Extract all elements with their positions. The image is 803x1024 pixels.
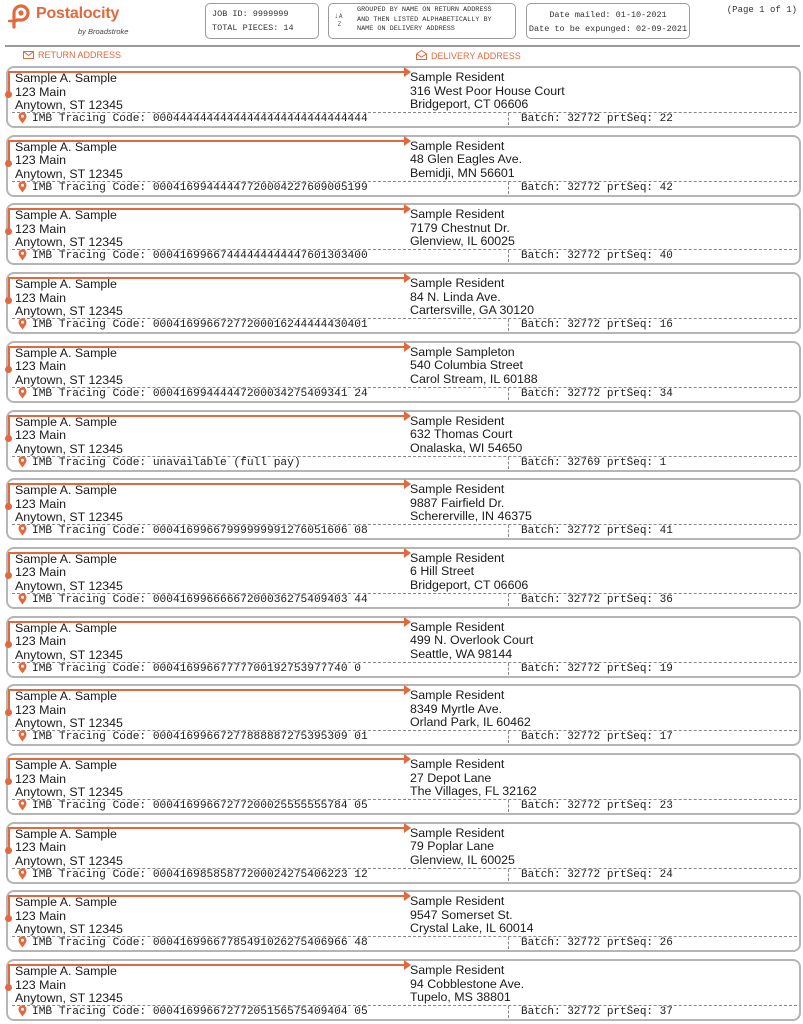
return-name: Sample A. Sample [15,483,117,498]
report-header [0,0,803,45]
delivery-address [410,140,522,181]
return-address [15,759,123,800]
delivery-address [410,346,538,387]
delivery-address [410,208,515,249]
return-address [15,965,123,1006]
imb-tracing-code: IMB Tracing Code: 00041699667277205156575409404 05 [32,1006,368,1019]
delivery-city: Bridgeport, CT 06606 [410,97,529,111]
delivery-city: Bridgeport, CT 06606 [410,577,529,592]
mail-piece-card [6,684,801,746]
batch-info: Batch: 32772 prtSeq: 37 [521,1006,673,1019]
return-name: Sample A. Sample [15,551,117,566]
batch-divider [508,388,509,400]
batch-divider [508,731,509,743]
return-name: Sample A. Sample [15,689,117,704]
imb-tracing-code: IMB Tracing Code: unavailable (full pay) [32,456,301,469]
grouping-line-3: NAME ON DELIVERY ADDRESS [357,25,455,33]
location-pin-icon [18,1005,27,1017]
delivery-city: Glenview, IL 60025 [410,852,515,867]
delivery-street: 540 Columbia Street [410,358,523,373]
delivery-street: 48 Glen Eagles Ave. [410,152,523,167]
route-dot-icon [5,709,12,716]
batch-divider [508,937,509,949]
return-name: Sample A. Sample [15,895,117,910]
delivery-street: 84 N. Linda Ave. [410,289,501,304]
mail-piece-row [6,959,801,1021]
location-pin-icon [18,593,27,605]
route-dot-icon [5,366,12,373]
envelope-icon [23,51,34,59]
mail-piece-row [6,822,801,884]
return-city: Anytown, ST 12345 [15,647,123,662]
mail-piece-card [6,822,801,884]
grouping-line-2: AND THEN LISTED ALPHABETICALLY BY [357,15,492,24]
return-address [15,484,123,525]
route-dot-icon [5,91,12,98]
location-pin-icon [18,318,27,330]
return-address [15,896,123,937]
route-dot-icon [5,297,12,304]
route-dot-icon [5,984,12,991]
mail-piece-row [6,616,801,678]
return-name: Sample A. Sample [15,414,117,429]
batch-info: Batch: 32772 prtSeq: 23 [521,800,673,812]
imb-tracing-code: IMB Tracing Code: 00041699667785491026275406966 48 [32,937,368,950]
delivery-address [410,415,522,456]
mail-piece-row [6,410,801,472]
delivery-name: Sample Resident [410,619,505,634]
delivery-address [410,758,537,799]
route-dot-icon [5,228,12,235]
return-city: Anytown, ST 12345 [15,510,123,525]
mail-piece-card [6,890,801,952]
logo-name: Postalocity [36,5,120,22]
delivery-street: 8349 Myrtle Ave. [410,701,503,716]
sort-az-icon: ↓A Z [334,12,343,28]
return-name: Sample A. Sample [15,345,117,360]
return-street: 123 Main [15,221,66,236]
imb-tracing-code: IMB Tracing Code: 00041698585877200024275406223 12 [32,868,368,881]
mail-piece-card [6,203,801,265]
return-city: Anytown, ST 12345 [15,578,123,593]
batch-info: Batch: 32772 prtSeq: 42 [521,181,673,194]
return-city: Anytown, ST 12345 [15,785,123,799]
dates-box [526,3,690,39]
mail-piece-row [6,890,801,952]
batch-divider [508,800,509,812]
batch-info: Batch: 32772 prtSeq: 16 [521,319,673,332]
logo-byline: by Broadstroke [78,27,129,36]
return-street: 123 Main [15,702,66,717]
delivery-street: 6 Hill Street [410,564,475,579]
mail-piece-card [6,135,801,197]
delivery-name: Sample Resident [410,70,505,84]
route-dot-icon [5,160,12,167]
delivery-city: Orland Park, IL 60462 [410,715,531,730]
location-pin-icon [18,112,27,124]
return-address-heading [23,50,121,60]
mail-piece-card [6,547,801,609]
delivery-city: Bemidji, MN 56601 [410,165,515,180]
delivery-street: 27 Depot Lane [410,770,492,785]
date-expunged: Date to be expunged: 02-09-2021 [528,24,688,34]
mail-piece-row [6,203,801,265]
return-name: Sample A. Sample [15,758,117,772]
mail-piece-row [6,66,801,128]
delivery-street: 632 Thomas Court [410,427,513,441]
imb-tracing-code: IMB Tracing Code: 00041699666667200036275409403 44 [32,593,368,606]
delivery-city: Schererville, IN 46375 [410,509,532,524]
delivery-address [410,552,528,593]
batch-divider [508,1006,509,1018]
job-info-box [205,3,319,39]
mail-piece-card [6,478,801,540]
mail-piece-card [6,66,801,128]
return-street: 123 Main [15,359,66,374]
delivery-street: 9547 Somerset St. [410,907,513,922]
imb-tracing-code: IMB Tracing Code: 00041699667277200025555555784 05 [32,800,368,812]
delivery-name: Sample Resident [410,482,505,497]
return-street: 123 Main [15,840,66,855]
batch-info: Batch: 32772 prtSeq: 34 [521,387,673,400]
delivery-name: Sample Resident [410,276,505,291]
date-mailed: Date mailed: 01-10-2021 [549,10,667,20]
route-dot-icon [5,847,12,854]
delivery-address-label: DELIVERY ADDRESS [431,51,521,61]
delivery-name: Sample Resident [410,825,505,840]
delivery-street: 7179 Chestnut Dr. [410,220,510,235]
delivery-city: Crystal Lake, IL 60014 [410,921,534,936]
route-dot-icon [5,435,12,442]
return-address [15,141,123,182]
return-street: 123 Main [15,565,66,580]
batch-divider [508,113,509,125]
location-pin-icon [18,936,27,948]
mail-piece-card [6,616,801,678]
delivery-name: Sample Resident [410,757,505,771]
location-pin-icon [18,524,27,536]
grouping-info-box [328,3,516,39]
route-dot-icon [5,572,12,579]
return-city: Anytown, ST 12345 [15,166,123,181]
delivery-name: Sample Sampleton [410,344,515,359]
route-dot-icon [5,778,12,785]
return-city: Anytown, ST 12345 [15,853,123,868]
delivery-address [410,895,534,936]
delivery-address-heading [416,50,521,61]
batch-divider [508,457,509,469]
return-city: Anytown, ST 12345 [15,991,123,1006]
imb-tracing-code: IMB Tracing Code: 00041699444447720004227609005199 [32,181,368,194]
return-address [15,278,123,319]
return-name: Sample A. Sample [15,964,117,979]
delivery-name: Sample Resident [410,413,505,428]
location-pin-icon [18,456,27,468]
mail-piece-card [6,410,801,472]
delivery-city: The Villages, FL 32162 [410,784,537,798]
mail-piece-row [6,135,801,197]
imb-tracing-code: IMB Tracing Code: 00041699667777700192753977740 0 [32,662,361,675]
return-name: Sample A. Sample [15,139,117,154]
batch-divider [508,182,509,194]
batch-info: Batch: 32772 prtSeq: 26 [521,937,673,950]
imb-tracing-code: IMB Tracing Code: 00041699667444444444447601303400 [32,250,368,263]
postalocity-logo [8,2,144,42]
return-city: Anytown, ST 12345 [15,441,123,456]
delivery-street: 94 Cobblestone Ave. [410,976,525,991]
mail-piece-card [6,753,801,815]
delivery-city: Tupelo, MS 38801 [410,990,511,1005]
delivery-address [410,483,532,524]
mail-piece-card [6,272,801,334]
imb-tracing-code: IMB Tracing Code: 00044444444444444444444444444444 [32,113,368,125]
batch-info: Batch: 32769 prtSeq: 1 [521,456,667,469]
delivery-address [410,827,515,868]
return-city: Anytown, ST 12345 [15,98,123,112]
batch-info: Batch: 32772 prtSeq: 17 [521,731,673,744]
return-city: Anytown, ST 12345 [15,235,123,250]
mail-piece-row [6,341,801,403]
return-street: 123 Main [15,84,66,99]
delivery-name: Sample Resident [410,207,505,222]
location-pin-icon [18,662,27,674]
delivery-name: Sample Resident [410,138,505,153]
batch-divider [508,319,509,331]
batch-info: Batch: 32772 prtSeq: 36 [521,593,673,606]
mail-piece-card [6,341,801,403]
return-name: Sample A. Sample [15,826,117,841]
mail-piece-row [6,547,801,609]
return-street: 123 Main [15,496,66,511]
return-name: Sample A. Sample [15,71,117,85]
batch-divider [508,663,509,675]
mail-piece-card [6,959,801,1021]
batch-info: Batch: 32772 prtSeq: 41 [521,525,673,538]
batch-info: Batch: 32772 prtSeq: 19 [521,662,673,675]
total-pieces: TOTAL PIECES: 14 [212,23,294,33]
imb-tracing-code: IMB Tracing Code: 00041699667277888887275395309 01 [32,731,368,744]
return-address-label: RETURN ADDRESS [38,50,122,60]
delivery-name: Sample Resident [410,688,505,703]
location-pin-icon [18,868,27,880]
delivery-name: Sample Resident [410,963,505,978]
return-address [15,690,123,731]
return-street: 123 Main [15,771,66,786]
delivery-name: Sample Resident [410,894,505,909]
return-address [15,209,123,250]
delivery-street: 499 N. Overlook Court [410,633,534,648]
page-number: (Page 1 of 1) [726,5,797,15]
delivery-address [410,621,533,662]
location-pin-icon [18,181,27,193]
delivery-street: 9887 Fairfield Dr. [410,495,505,510]
delivery-name: Sample Resident [410,550,505,565]
location-pin-icon [18,799,27,811]
return-name: Sample A. Sample [15,620,117,635]
header-divider [5,45,800,47]
imb-tracing-code: IMB Tracing Code: 00041699667999999991276051606 08 [32,525,368,538]
batch-divider [508,869,509,881]
delivery-address [410,689,531,730]
return-street: 123 Main [15,153,66,168]
return-address [15,416,123,457]
location-pin-icon [18,249,27,261]
route-dot-icon [5,915,12,922]
delivery-city: Carol Stream, IL 60188 [410,371,538,386]
return-street: 123 Main [15,634,66,649]
return-address [15,553,123,594]
return-city: Anytown, ST 12345 [15,372,123,387]
mail-piece-row [6,272,801,334]
return-address [15,347,123,388]
return-city: Anytown, ST 12345 [15,304,123,319]
delivery-street: 79 Poplar Lane [410,839,495,854]
delivery-city: Cartersville, GA 30120 [410,303,534,318]
batch-divider [508,250,509,262]
return-address [15,72,123,113]
imb-tracing-code: IMB Tracing Code: 00041699667277200016244444430401 [32,319,368,332]
delivery-city: Glenview, IL 60025 [410,234,515,249]
return-city: Anytown, ST 12345 [15,922,123,937]
mail-piece-row [6,478,801,540]
delivery-city: Seattle, WA 98144 [410,646,513,661]
delivery-address [410,964,524,1005]
batch-divider [508,594,509,606]
return-address [15,828,123,869]
return-city: Anytown, ST 12345 [15,716,123,731]
batch-info: Batch: 32772 prtSeq: 40 [521,250,673,263]
delivery-address [410,277,534,318]
return-address [15,622,123,663]
imb-tracing-code: IMB Tracing Code: 00041699444447200034275409341 24 [32,387,368,400]
batch-info: Batch: 32772 prtSeq: 24 [521,868,673,881]
grouping-line-1: GROUPED BY NAME ON RETURN ADDRESS [357,6,492,14]
delivery-city: Onalaska, WI 54650 [410,440,523,455]
logo-mark-icon [8,3,36,29]
delivery-address [410,71,565,112]
return-street: 123 Main [15,908,66,923]
job-id: JOB ID: 9999999 [212,9,289,19]
route-dot-icon [5,503,12,510]
batch-divider [508,525,509,537]
return-name: Sample A. Sample [15,208,117,223]
return-name: Sample A. Sample [15,277,117,292]
mail-piece-row [6,753,801,815]
return-street: 123 Main [15,428,66,442]
location-pin-icon [18,387,27,399]
mail-piece-row [6,684,801,746]
route-dot-icon [5,641,12,648]
batch-info: Batch: 32772 prtSeq: 22 [521,113,673,125]
delivery-street: 316 West Poor House Court [410,83,565,98]
open-envelope-icon [416,50,427,60]
return-street: 123 Main [15,290,66,305]
return-street: 123 Main [15,977,66,992]
location-pin-icon [18,730,27,742]
